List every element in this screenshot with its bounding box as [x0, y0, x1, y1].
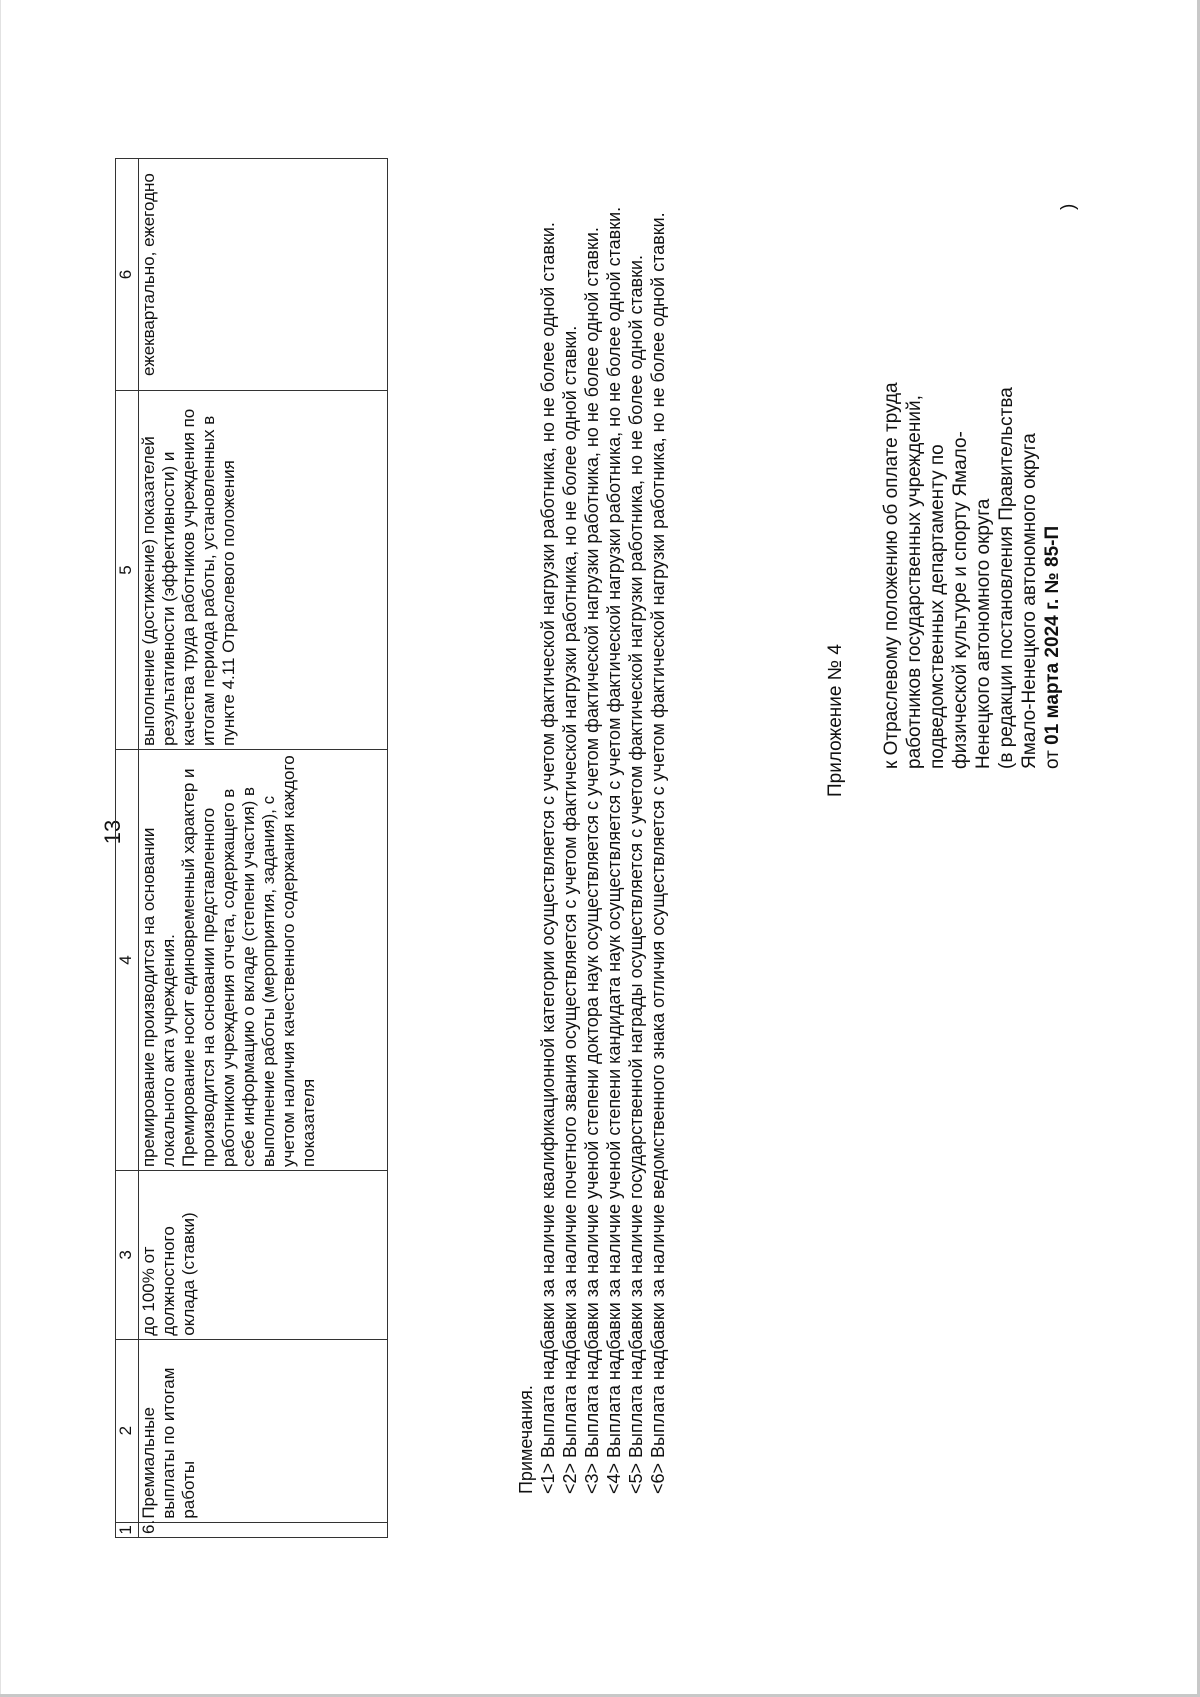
appendix-line: к Отраслевому положению об оплате труда: [881, 382, 902, 769]
payment-indicators-cell: выполнение (достижение) показателей результативности (эффективности) и качества труда работников учреждения по итогам периода работы, установленных в пункте 4.11 Отраслевого положения: [139, 391, 388, 750]
payments-table: [115, 158, 388, 1538]
appendix-line: работников государственных учреждений,: [904, 395, 925, 769]
appendix-date-line: [1041, 329, 1064, 769]
notes-title: Примечания.: [516, 1385, 536, 1494]
table-header-row: [116, 159, 139, 1538]
table-header-cell: 3: [116, 1171, 139, 1340]
appendix-line: (в редакции постановления Правительства: [996, 387, 1017, 769]
payment-conditions-cell: премирование производится на основании локального акта учреждения. Премирование носит единовременный характер и производится на основании представленного работником учреждения отчета, содержащего в себе информацию о вкладе (степени участия) в выполнение работы (мероприятия, задания), с учетом наличия качественного содержания каждого показателя: [139, 749, 388, 1170]
appendix-line: подведомственных департаменту по: [927, 444, 948, 769]
table-header-cell: 4: [116, 749, 139, 1170]
appendix-line: Ненецкого автономного округа: [973, 498, 994, 769]
appendix-header-block: [880, 329, 1064, 769]
page-number: 13: [100, 819, 125, 845]
notes-section: [515, 157, 669, 1537]
table-header-cell: 2: [116, 1339, 139, 1522]
appendix-title: Приложение № 4: [825, 644, 846, 797]
table-header-cell: 5: [116, 391, 139, 750]
note-item: <5> Выплата надбавки за наличие государственной награды осуществляется с учетом фактической нагрузки работника, но не более одной ставки.: [626, 254, 646, 1494]
table-row: [139, 159, 388, 1538]
payment-periodicity-cell: ежеквартально, ежегодно: [139, 159, 388, 391]
resolution-date-number: 01 марта 2024 г. № 85-П: [1042, 525, 1063, 745]
appendix-line: Ямало-Ненецкого автономного округа: [1019, 433, 1040, 769]
note-item: <4> Выплата надбавки за наличие ученой степени кандидата наук осуществляется с учетом фактической нагрузки работника, но не более одной ставки.: [604, 206, 624, 1494]
note-item: <6> Выплата надбавки за наличие ведомственного знака отличия осуществляется с учетом фактической нагрузки работника, но не более одной ставки.: [648, 212, 668, 1494]
note-item: <3> Выплата надбавки за наличие ученой степени доктора наук осуществляется с учетом фактической нагрузки работника, но не более одной ставки.: [582, 227, 602, 1494]
note-item: <2> Выплата надбавки за наличие почетного звания осуществляется с учетом фактической нагрузки работника, но не более одной ставки.: [560, 325, 580, 1494]
payment-name-cell: Премиальные выплаты по итогам работы: [139, 1339, 388, 1522]
payment-amount-cell: до 100% от должностного оклада (ставки): [139, 1171, 388, 1340]
table-header-cell: 6: [116, 159, 139, 391]
closing-parenthesis: ): [1058, 203, 1079, 210]
row-number-cell: 6.: [139, 1522, 388, 1537]
date-prefix: от: [1042, 750, 1063, 769]
note-item: <1> Выплата надбавки за наличие квалификационной категории осуществляется с учетом фактической нагрузки работника, но не более одной ставки.: [538, 222, 558, 1494]
table-header-cell: 1: [116, 1522, 139, 1537]
appendix-line: физической культуре и спорту Ямало-: [950, 431, 971, 769]
